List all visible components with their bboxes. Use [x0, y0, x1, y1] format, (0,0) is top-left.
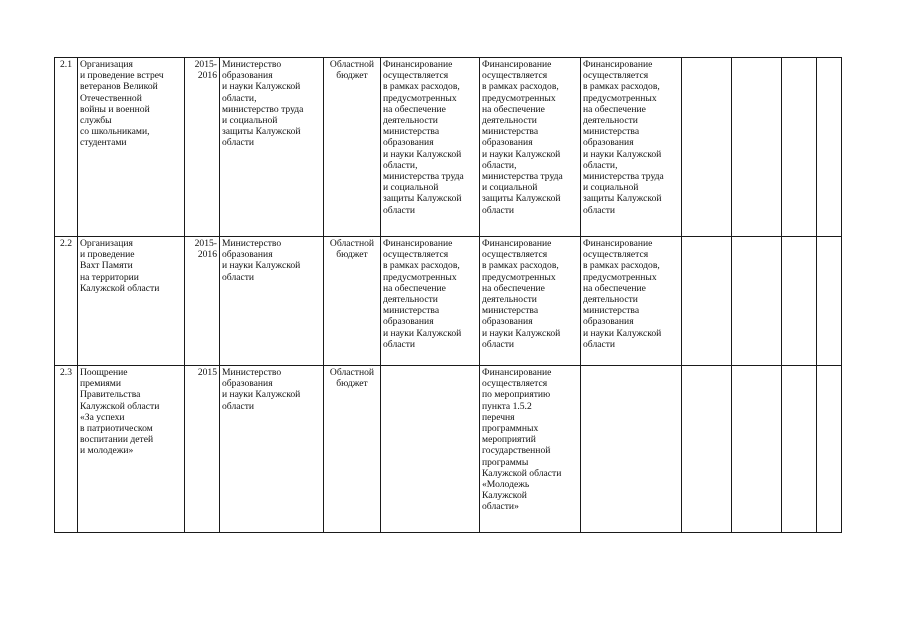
executor-text: Министерство образования и науки Калужской области — [222, 367, 301, 412]
table-row — [55, 237, 842, 366]
event-name-cell — [78, 366, 185, 533]
funding-source: Областной бюджет — [329, 367, 375, 390]
financing-total-cell — [381, 58, 480, 237]
financing-2015-cell — [480, 58, 581, 237]
row-number-cell — [55, 237, 78, 366]
funding-source: Областной бюджет — [329, 59, 375, 82]
empty-cell — [732, 237, 782, 366]
empty-cell — [817, 237, 842, 366]
event-name-cell — [78, 58, 185, 237]
financing-total-text: Финансирование осуществляется в рамках расходов, предусмотренных на обеспечение деятельности министерства образования и науки Калужской области, министерства труда и социальной защиты Калужской области — [383, 59, 464, 216]
empty-cell — [682, 237, 732, 366]
row-number-cell — [55, 58, 78, 237]
implementation-years: 2015 — [197, 367, 217, 378]
implementation-years: 2015- 2016 — [194, 238, 217, 261]
executor-cell — [220, 58, 324, 237]
table-row — [55, 58, 842, 237]
financing-total-cell — [381, 366, 480, 533]
financing-2015-cell — [480, 237, 581, 366]
executor-cell — [220, 366, 324, 533]
empty-cell — [732, 366, 782, 533]
table-row — [55, 366, 842, 533]
executor-text: Министерство образования и науки Калужской области, министерство труда и социальной защиты Калужской области — [222, 59, 304, 149]
financing-2015-text: Финансирование осуществляется в рамках расходов, предусмотренных на обеспечение деятельности министерства образования и науки Калужской области — [482, 238, 561, 350]
empty-cell — [682, 58, 732, 237]
executor-cell — [220, 237, 324, 366]
row-number-cell — [55, 366, 78, 533]
empty-cell — [817, 366, 842, 533]
years-cell — [185, 366, 220, 533]
empty-cell — [782, 237, 817, 366]
row-number: 2.1 — [60, 59, 72, 70]
program-activities-table — [54, 57, 842, 533]
financing-2016-text: Финансирование осуществляется в рамках расходов, предусмотренных на обеспечение деятельности министерства образования и науки Калужской области, министерства труда и социальной защиты Калужской области — [583, 59, 664, 216]
executor-text: Министерство образования и науки Калужской области — [222, 238, 301, 283]
financing-2015-cell — [480, 366, 581, 533]
funding-source-cell — [324, 366, 381, 533]
financing-2016-cell — [581, 366, 682, 533]
financing-2016-cell — [581, 237, 682, 366]
funding-source: Областной бюджет — [329, 238, 375, 261]
funding-source-cell — [324, 237, 381, 366]
event-name-cell — [78, 237, 185, 366]
empty-cell — [782, 58, 817, 237]
implementation-years: 2015- 2016 — [194, 59, 217, 82]
financing-2016-cell — [581, 58, 682, 237]
financing-total-cell — [381, 237, 480, 366]
empty-cell — [682, 366, 732, 533]
event-name: Организация и проведение Вахт Памяти на территории Калужской области — [80, 238, 160, 294]
years-cell — [185, 58, 220, 237]
financing-2015-text: Финансирование осуществляется по мероприятию пункта 1.5.2 перечня программных мероприятий государственной программы Калужской области «Молодежь Калужской области» — [482, 367, 562, 513]
empty-cell — [782, 366, 817, 533]
empty-cell — [817, 58, 842, 237]
event-name: Организация и проведение встреч ветеранов Великой Отечественной войны и военной службы со школьниками, студентами — [80, 59, 164, 149]
row-number: 2.3 — [60, 367, 72, 378]
funding-source-cell — [324, 58, 381, 237]
financing-2016-text: Финансирование осуществляется в рамках расходов, предусмотренных на обеспечение деятельности министерства образования и науки Калужской области — [583, 238, 662, 350]
years-cell — [185, 237, 220, 366]
row-number: 2.2 — [60, 238, 72, 249]
empty-cell — [732, 58, 782, 237]
financing-total-text: Финансирование осуществляется в рамках расходов, предусмотренных на обеспечение деятельности министерства образования и науки Калужской области — [383, 238, 462, 350]
financing-2015-text: Финансирование осуществляется в рамках расходов, предусмотренных на обеспечение деятельности министерства образования и науки Калужской области, министерства труда и социальной защиты Калужской области — [482, 59, 563, 216]
event-name: Поощрение премиями Правительства Калужской области «За успехи в патриотическом воспитании детей и молодежи» — [80, 367, 160, 457]
